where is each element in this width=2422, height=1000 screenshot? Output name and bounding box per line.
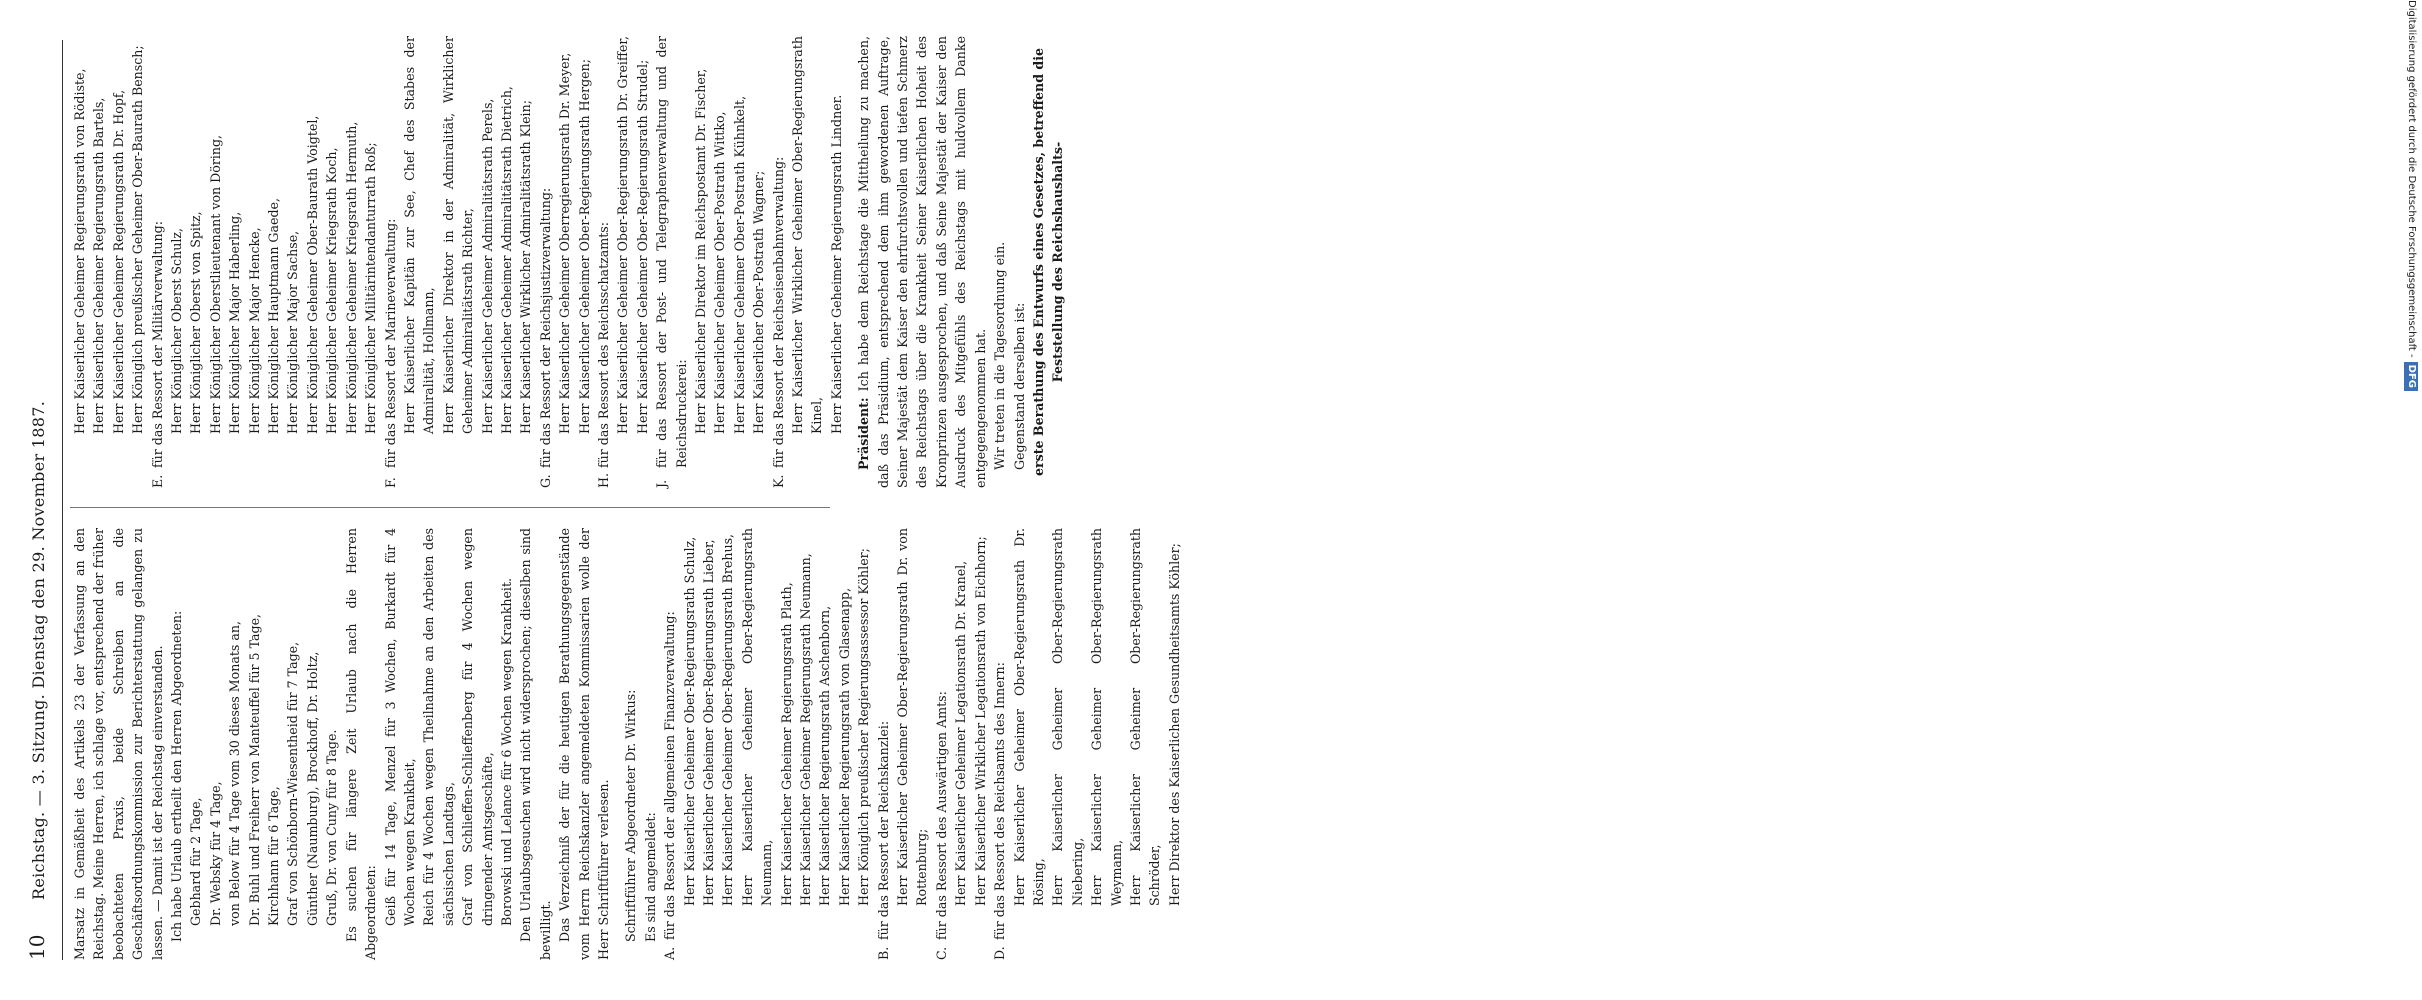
paragraph: von Below für 4 Tage vom 30 dieses Monats an, (227, 620, 243, 926)
section-title: für das Ressort der Reichsjustizverwaltung: (537, 187, 553, 468)
paragraph: Gruß, Dr. von Cuny für 8 Tage. (324, 729, 340, 926)
section-heading (381, 36, 400, 488)
section-heading (594, 36, 613, 488)
column-divider (70, 507, 830, 508)
commissioner-entry: Herr Königlich preußischer Geheimer Ober-Baurath Bensch; (130, 45, 146, 434)
paragraph: Dr. Websky für 4 Tage, (207, 781, 223, 926)
commissioner-entry: Herr Königlicher Geheimer Kriegsrath Koch, (324, 147, 340, 434)
section-heading (769, 36, 788, 488)
section-title: für das Ressort der allgemeinen Finanzverwaltung: (662, 611, 678, 940)
section-heading (874, 528, 893, 960)
commissioner-entry: Herr Kaiserlicher Ober-Postrath Wagner; (751, 170, 767, 434)
commissioner-entry: Herr Kaiserlicher Wirklicher Legationsrath von Eichhorn; (972, 536, 988, 906)
section-letter: K. (770, 474, 786, 488)
section-heading (660, 528, 679, 960)
commissioner-entry: Herr Kaiserlicher Geheimer Regierungsrath Lindner. (828, 94, 844, 434)
commissioner-entry: Herr Kaiserlicher Geheimer Regierungsrath Plath, (778, 582, 794, 906)
paragraph: Gebhard für 2 Tage, (188, 797, 204, 926)
section-heading (932, 528, 951, 960)
section-title: für das Ressort der Marineverwaltung: (382, 218, 398, 468)
digitization-credit (1408, 0, 2417, 1000)
commissioner-entry: Herr Kaiserlicher Geheimer Admiralitätsrath Perels, (479, 98, 495, 434)
spacer (846, 36, 854, 488)
section-letter: D. (992, 946, 1008, 960)
speech-text: Ich habe dem Reichstage die Mittheilung zu machen, daß das Präsidium, entsprechend dem ihm gewordenen Auftrage, Seiner Majestät dem Kaiser den ehrfurchtsvollen und tiefen Schmerz des Reichstags über die Krankheit Seiner Kaiserlichen Hoheit des Kronprinzen ausgesprochen, und daß Seine Majestät der Kaiser den Ausdruck des Mitgefühls des Reichstags mit huldvollem Danke entgegengenommen hat. (856, 36, 988, 488)
dfg-logo-badge: DFG (2404, 362, 2418, 391)
paragraph: Reich für 4 Wochen wegen Theilnahme an den Arbeiten des sächsischen Landtags, (421, 528, 456, 926)
agenda-item-title: erste Berathung des Entwurfs eines Gesetzes, betreffend die Feststellung des Reichshaushalts- (1030, 48, 1066, 477)
commissioner-entry: Herr Kaiserlicher Geheimer Ober-Regierungsrath Dr. Rösing, (1011, 528, 1046, 906)
section-title: für das Ressort der Militärverwaltung: (149, 221, 165, 468)
commissioner-entry: Herr Kaiserlicher Geheimer Admiralitätsrath Dietrich, (498, 86, 514, 434)
commissioner-entry: Herr Königlich preußischer Regierungsassessor Köhler; (856, 548, 872, 906)
page-header (18, 40, 54, 960)
paragraph: Das Verzeichniß der für die heutigen Berathungsgegenstände vom Herrn Reichskanzler angemeldeten Kommissarien wolle der Herr Schriftführer verlesen. (557, 528, 611, 960)
commissioner-entry: Herr Kaiserlicher Geheimer Ober-Regierungsrath Brehus, (720, 533, 736, 906)
paragraph: Gegenstand derselben ist: (1011, 302, 1027, 470)
paragraph: Marsatz in Gemäßheit des Artikels 23 der Verfassung an den Reichstag. Meine Herren, ich schlage vor, entsprechend der früher beobachteten Praxis, beide Schreiben an die Geschäftsordnungskommission zur Berichterstattung gelangen zu lassen. — Damit ist der Reichstag einverstanden. (72, 528, 165, 960)
commissioner-entry: Herr Kaiserlicher Geheimer Ober-Regierungsrath Niebering, (1050, 528, 1085, 906)
commissioner-entry: Herr Kaiserlicher Direktor im Reichspostamt Dr. Fischer, (693, 68, 708, 434)
section-letter: G. (537, 474, 553, 488)
section-letter: E. (149, 474, 165, 488)
commissioner-entry: Herr Kaiserlicher Wirklicher Geheimer Ober-Regierungsrath Kinel, (790, 36, 825, 434)
right-column (70, 36, 1360, 488)
credit-text: Digitalisierung gefördert durch die Deutsche Forschungsgemeinschaft - (2406, 0, 2417, 358)
paragraph: Ich habe Urlaub ertheilt den Herren Abgeordneten: (169, 610, 185, 942)
commissioner-entry: Herr Kaiserlicher Geheimer Regierungsrath von Rödiste, (72, 68, 87, 434)
paragraph: Geiß für 14 Tage, Menzel für 3 Wochen, Burkardt für 4 Wochen wegen Krankheit, (382, 528, 417, 926)
commissioner-entry: Herr Kaiserlicher Geheimer Ober-Regierungsrath Schröder, (1127, 528, 1163, 906)
running-title: Reichstag. — 3. Sitzung. Dienstag den 29. November 1887. (29, 400, 48, 900)
commissioner-entry: Herr Königlicher Oberst von Spitz, (188, 211, 204, 434)
commissioner-entry: Herr Königlicher Hauptmann Gaede, (266, 198, 282, 434)
commissioner-entry: Herr Königlicher Militärintendanturrath Roß; (363, 142, 379, 434)
commissioner-entry: Herr Königlicher Major Haberling, (227, 211, 243, 434)
paragraph: Es suchen für längere Zeit Urlaub nach die Herren Abgeordneten: (343, 528, 379, 960)
section-title: für das Ressort des Reichsamts des Innern: (992, 662, 1008, 940)
commissioner-entry: Herr Kaiserlicher Geheimer Ober-Regierungsrath Dr. von Rottenburg; (895, 528, 930, 906)
commissioner-entry: Herr Kaiserlicher Geheimer Ober-Regierungsrath Dr. Greiffer, (615, 36, 631, 434)
commissioner-entry: Herr Kaiserlicher Geheimer Legationsrath Dr. Kranel, (953, 560, 969, 906)
commissioner-entry: Herr Königlicher Oberstlieutenant von Döring, (207, 134, 223, 434)
commissioner-entry: Herr Kaiserlicher Geheimer Ober-Regierungsrath Lieber, (701, 539, 716, 906)
section-title: für das Ressort der Post- und Telegraphenverwaltung und der Reichsdruckerei: (654, 36, 689, 468)
commissioner-entry: Herr Kaiserlicher Geheimer Oberregierungsrath Dr. Meyer, (557, 52, 573, 434)
paragraph: Dr. Buhl und Freiherr von Manteuffel für 5 Tage, (246, 613, 262, 926)
commissioner-entry: Herr Kaiserlicher Geheimer Ober-Postrath Wittko, (712, 111, 728, 434)
section-letter: H. (595, 473, 611, 488)
commissioner-entry: Herr Kaiserlicher Geheimer Regierungsrath Neumann, (798, 553, 814, 906)
spacer (613, 528, 621, 960)
section-letter: F. (382, 477, 398, 488)
paragraph: Schriftführer Abgeordneter Dr. Wirkus: (623, 689, 639, 942)
commissioner-entry: Herr Königlicher Geheimer Ober-Baurath Voigtel, (304, 115, 320, 434)
commissioner-entry: Herr Königlicher Major Hencke, (246, 227, 262, 434)
page-number: 10 (25, 934, 49, 960)
commissioner-entry: Herr Kaiserlicher Direktor in der Admiralität, Wirklicher Geheimer Admiralitätsrath Richter, (440, 36, 476, 434)
credit-text-line (2400, 0, 2422, 1000)
commissioner-entry: Herr Kaiserlicher Geheimer Ober-Postrath Kühnkelt, (731, 95, 747, 434)
section-heading (148, 36, 167, 488)
commissioner-entry: Herr Königlicher Oberst Schulz, (169, 228, 185, 434)
commissioner-entry: Herr Kaiserlicher Wirklicher Admiralitätsrath Klein; (518, 100, 534, 434)
left-column (70, 528, 1360, 960)
commissioner-entry: Herr Kaiserlicher Regierungsrath Aschenborn, (817, 605, 833, 906)
header-rule (62, 40, 63, 960)
commissioner-entry: Herr Kaiserlicher Geheimer Ober-Regierungsrath Hergen; (576, 59, 592, 434)
commissioner-entry: Herr Kaiserlicher Geheimer Ober-Regierungsrath Weymann, (1089, 528, 1124, 906)
commissioner-entry: Herr Kaiserlicher Geheimer Regierungsrath Bartels, (91, 97, 107, 434)
section-letter: J. (654, 479, 670, 488)
commissioner-entry: Herr Königlicher Geheimer Kriegsrath Hermuth, (343, 121, 359, 434)
paragraph: Kirchhann für 6 Tage, (266, 786, 282, 926)
commissioner-entry: Herr Direktor des Kaiserlichen Gesundheitsamts Köhler; (1166, 543, 1182, 906)
section-letter: B. (875, 946, 891, 960)
commissioner-entry: Herr Kaiserlicher Geheimer Regierungsrath Dr. Hopf, (110, 89, 126, 434)
section-title: für das Ressort der Reichseisenbahnverwaltung: (770, 156, 786, 468)
commissioner-entry: Herr Königlicher Major Sachse, (285, 230, 301, 434)
section-title: für das Ressort der Reichskanzlei: (875, 720, 891, 940)
paragraph: Es sind angemeldet: (642, 812, 658, 942)
commissioner-entry: Herr Kaiserlicher Geheimer Ober-Regierungsrath Strudel; (634, 59, 650, 434)
paragraph: Günther (Naumburg), Brockhoff, Dr. Holtz, (304, 651, 320, 926)
section-title: für das Ressort des Auswärtigen Amts: (933, 691, 949, 940)
paragraph: Borowski und Lelance für 6 Wochen wegen Krankheit. (498, 577, 514, 926)
paragraph: Graf von Schönborn-Wiesentheid für 7 Tage, (285, 641, 301, 926)
section-title: für das Ressort des Reichsschatzamts: (595, 222, 611, 468)
paragraph: Wir treten in die Tagesordnung ein. (992, 241, 1008, 470)
speaker-label: Präsident: (856, 397, 872, 470)
paragraph: Den Urlaubsgesuchen wird nicht widersprochen; dieselben sind bewilligt. (518, 528, 553, 960)
paragraph: Graf von Schlieffen-Schlieffenberg für 4 Wochen wegen dringender Amtsgeschäfte, (460, 528, 495, 926)
section-letter: C. (933, 946, 949, 960)
section-heading (652, 36, 691, 488)
paragraph (854, 36, 990, 488)
commissioner-entry: Herr Kaiserlicher Geheimer Ober-Regierungsrath Neumann, (739, 528, 775, 906)
commissioner-entry: Herr Kaiserlicher Kapitän zur See, Chef des Stabes der Admiralität, Hollmann, (401, 36, 437, 434)
section-letter: A. (662, 946, 678, 960)
section-heading (990, 528, 1009, 960)
commissioner-entry: Herr Kaiserlicher Regierungsrath von Glasenapp, (836, 587, 852, 906)
section-heading (536, 36, 555, 488)
commissioner-entry: Herr Kaiserlicher Geheimer Ober-Regierungsrath Schulz, (681, 536, 697, 906)
